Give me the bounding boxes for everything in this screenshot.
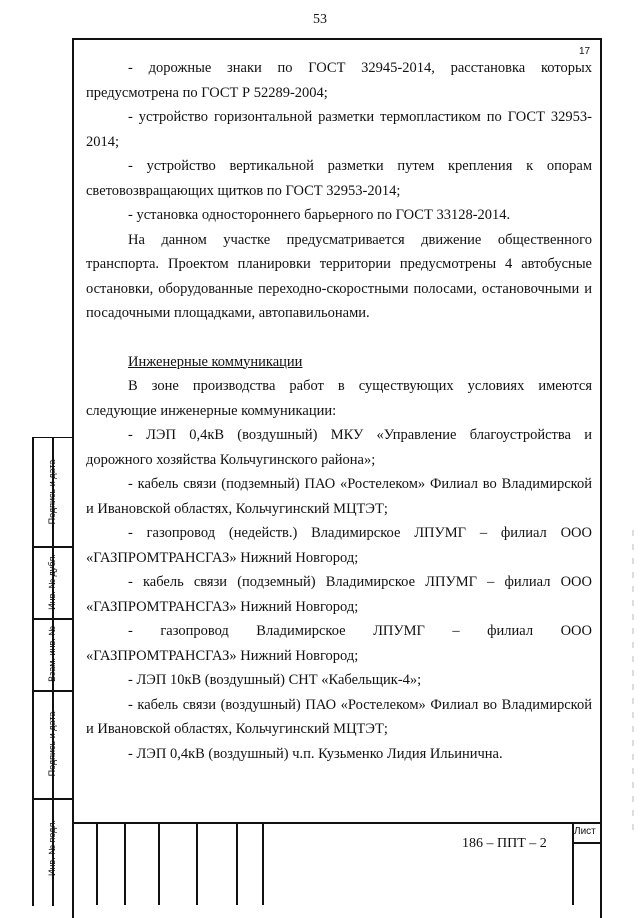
paragraph-public-transport: На данном участке предусматривается движение общественного транспорта. Проектом планировки территории предусмотрены 4 автобусные остановки, оборудованные переходно-скоростными полосами, остановочными и посадочными площадками, автопавильонами. [86,231,592,321]
margin-label-sign-date: Подпись и дата [47,459,57,525]
title-block-border [72,822,602,824]
paragraph-barrier: - установка одностороннего барьерного по ГОСТ 33128-2014. [128,207,511,223]
list-item: - газопровод Владимирское ЛПУМГ – филиал ООО «ГАЗПРОМТРАНСГАЗ» Нижний Новгород; [86,623,592,664]
title-block-doc-code: 186 – ППТ – 2 [462,836,547,848]
margin-label-inv-dubl: Инв. № дубл. [47,554,57,610]
scan-artifact [632,530,634,830]
paragraph-road-signs: - дорожные знаки по ГОСТ 32945-2014, расстановка которых предусмотрена по ГОСТ Р 52289-2004; [86,60,592,101]
page-number: 53 [313,12,327,27]
section-heading: Инженерные коммуникации [128,353,303,370]
list-item: - ЛЭП 0,4кВ (воздушный) ч.п. Кузьменко Лидия Ильинична. [128,745,503,762]
margin-label-vzam-inv: Взам. инв. № [47,626,57,682]
paragraph-utilities-intro: В зоне производства работ в существующих условиях имеются следующие инженерные коммуникации: [86,378,592,419]
margin-stamp-columns [32,437,72,906]
margin-label-sign-date-2: Подпись и дата [47,711,57,777]
list-item: - кабель связи (воздушный) ПАО «Ростелеком» Филиал во Владимирской и Ивановской областях, Кольчугинский МЦТЭТ; [86,696,592,737]
margin-label-inv-podl: Инв. № подл. [47,819,57,877]
list-item: - газопровод (недейств.) Владимирское ЛПУМГ – филиал ООО «ГАЗПРОМТРАНСГАЗ» Нижний Новгород; [86,525,592,566]
paragraph-vertical-marking: - устройство вертикальной разметки путем крепления к опорам световозвращающих щитков по ГОСТ 32953-2014; [86,158,592,199]
title-block-list-label: Лист [574,826,596,837]
list-item: - кабель связи (подземный) ПАО «Ростелеком» Филиал во Владимирской и Ивановской областях, Кольчугинский МЦТЭТ; [86,476,592,517]
document-body [86,56,592,766]
list-item: - ЛЭП 10кВ (воздушный) СНТ «Кабельщик-4»; [128,672,422,688]
list-item: - кабель связи (подземный) Владимирское ЛПУМГ – филиал ООО «ГАЗПРОМТРАНСГАЗ» Нижний Новгород; [86,574,592,615]
sheet-number: 17 [579,46,591,57]
list-item: - ЛЭП 0,4кВ (воздушный) МКУ «Управление благоустройства и дорожного хозяйства Кольчугинского района»; [86,427,592,468]
paragraph-horizontal-marking: - устройство горизонтальной разметки термопластиком по ГОСТ 32953-2014; [86,109,592,150]
